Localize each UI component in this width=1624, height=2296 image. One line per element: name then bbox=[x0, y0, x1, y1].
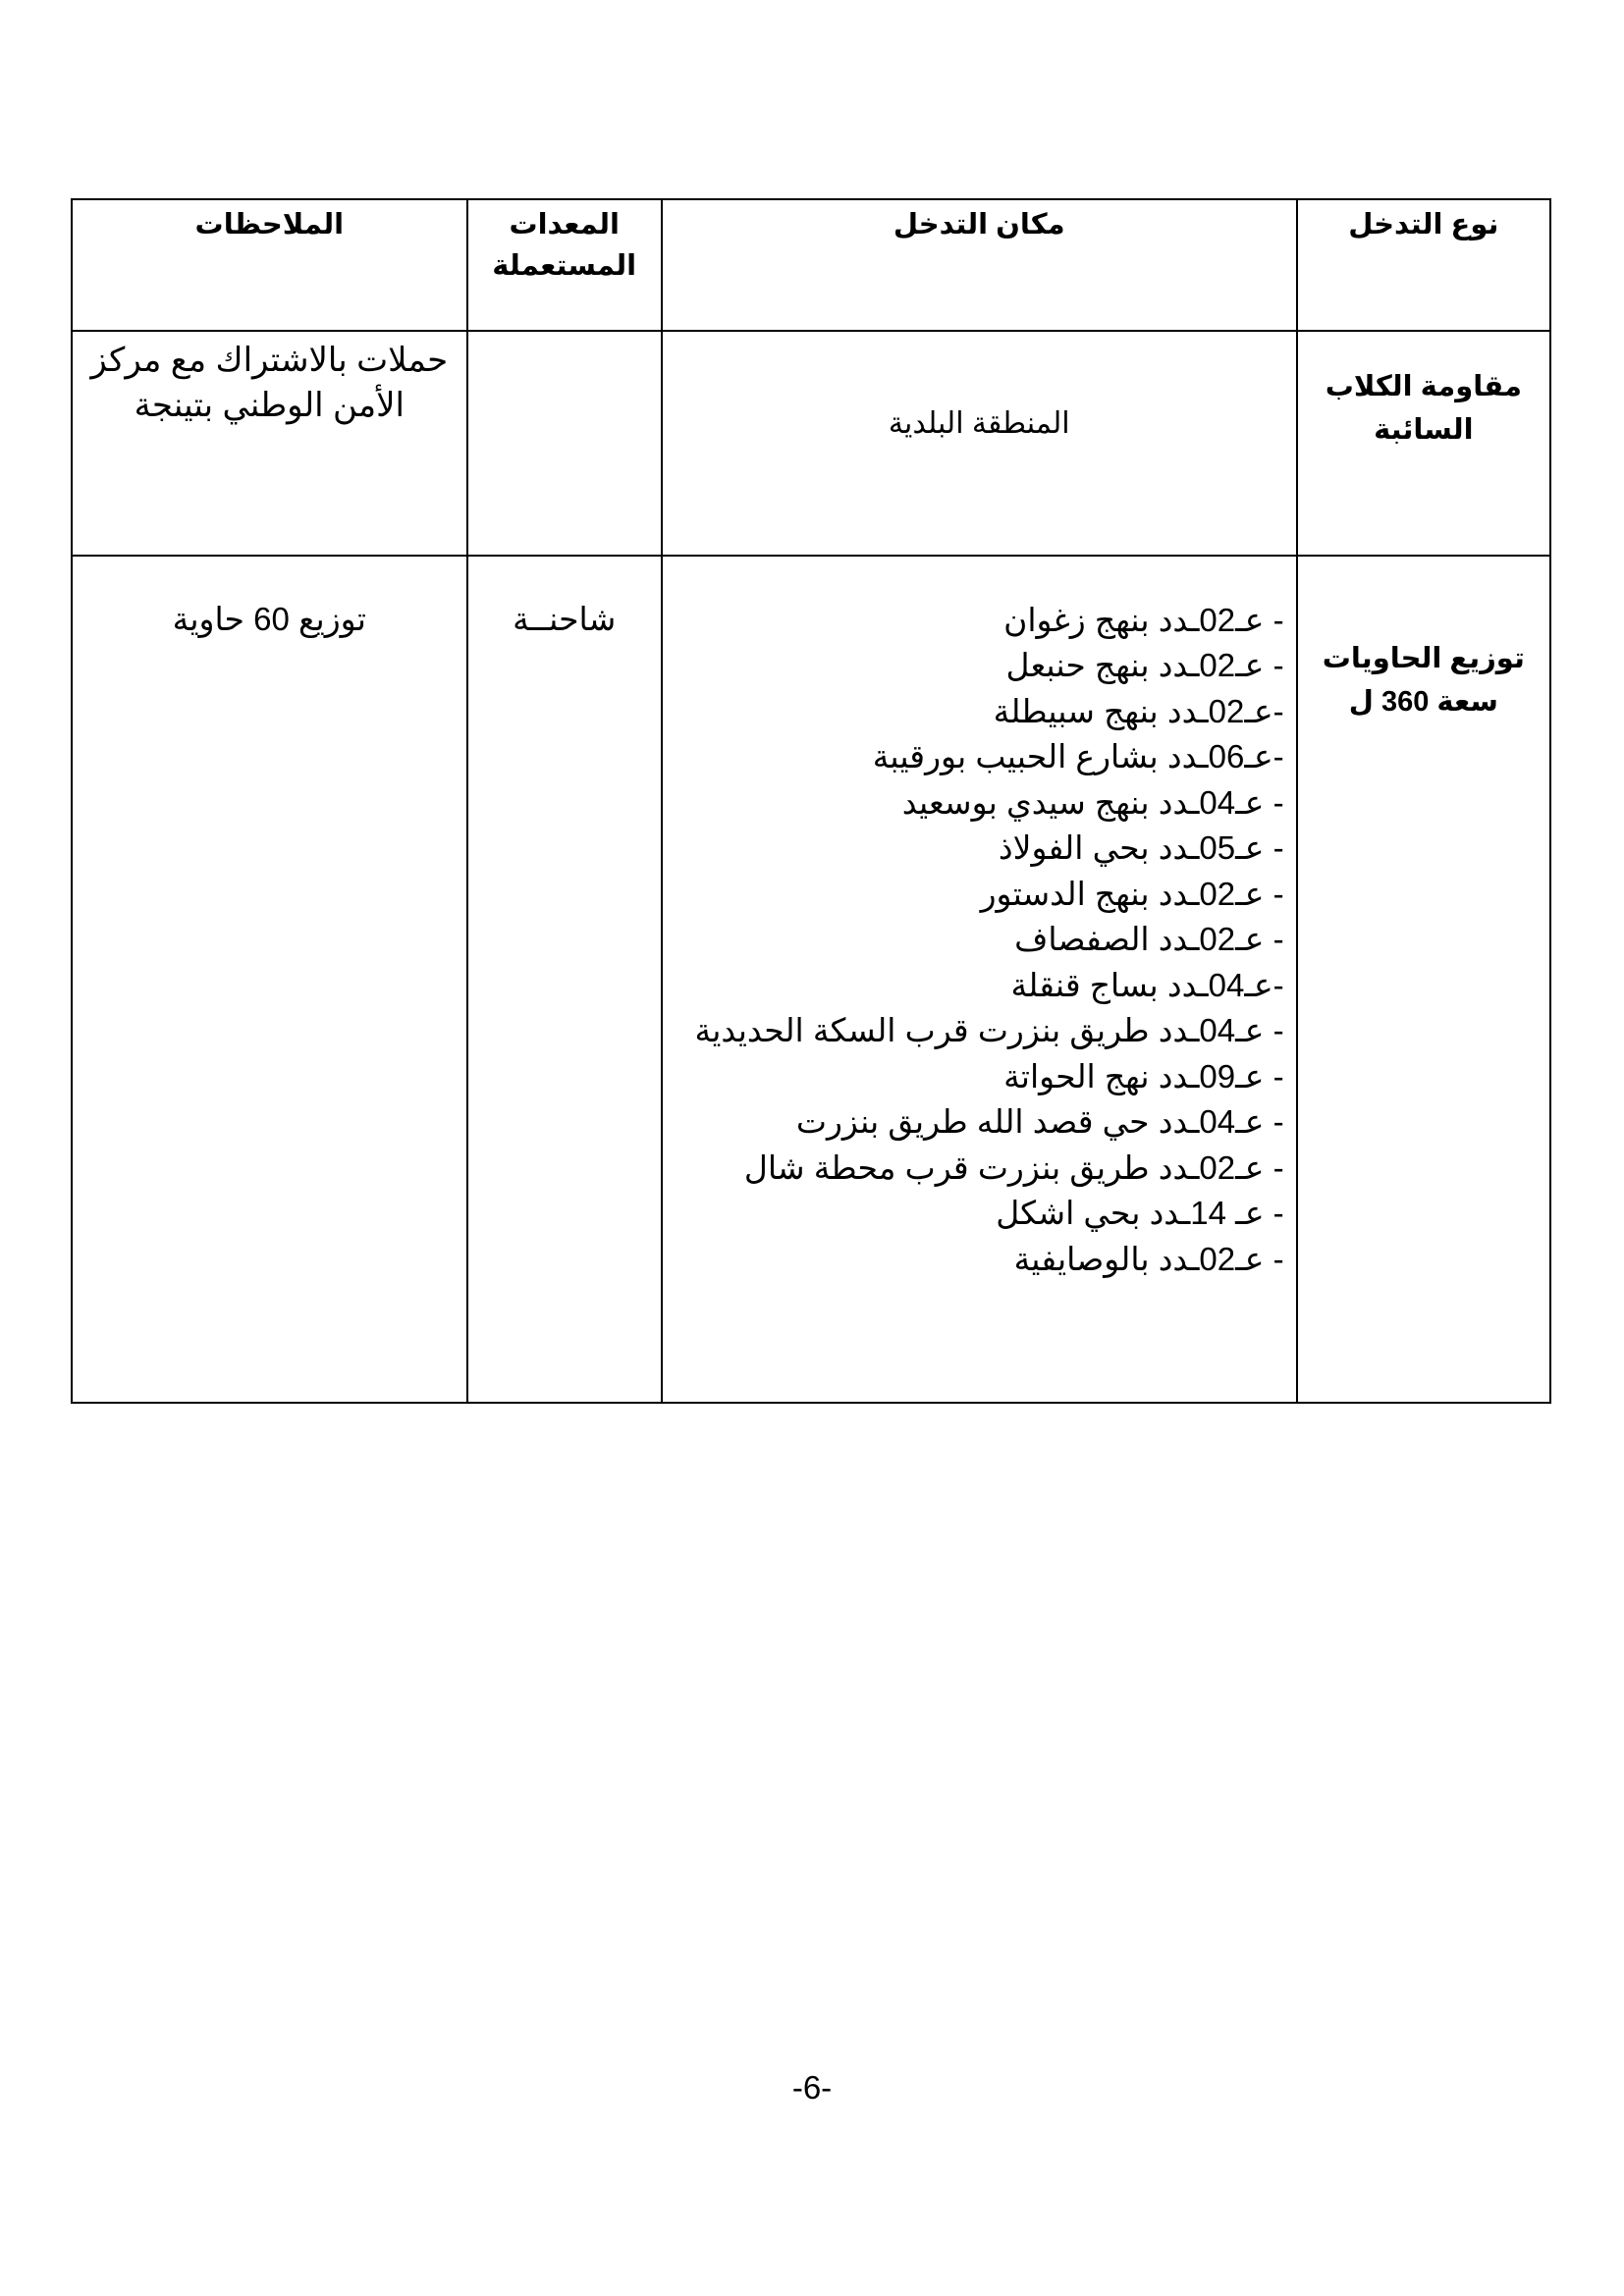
list-item: -عـ06ـدد بشارع الحبيب بورقيبة bbox=[872, 738, 1284, 775]
table-row bbox=[72, 556, 1550, 1403]
list-item: -عـ02ـدد بنهج سبيطلة bbox=[993, 692, 1284, 729]
page-number: -6- bbox=[791, 2069, 833, 2106]
list-item: - عـ02ـدد بنهج زغوان bbox=[1003, 601, 1284, 638]
row-notes-cell: توزيع 60 حاوية bbox=[72, 556, 467, 1403]
list-item: -عـ04ـدد بساج قنقلة bbox=[1010, 966, 1284, 1003]
list-item: - عـ09ـدد نهج الحواتة bbox=[1003, 1057, 1284, 1095]
list-item: - عـ02ـدد بنهج الدستور bbox=[980, 875, 1284, 912]
row-type-text: توزيع الحاويات سعة 360 ل bbox=[1322, 642, 1525, 718]
header-notes: الملاحظات bbox=[72, 199, 467, 331]
header-intervention-type: نوع التدخل bbox=[1297, 199, 1550, 331]
row-place-cell: المنطقة البلدية bbox=[662, 331, 1297, 555]
header-equipment-used: المعدات المستعملة bbox=[467, 199, 662, 331]
list-item: - عـ 14ـدد بحي اشكل bbox=[996, 1195, 1284, 1232]
list-item: - عـ02ـدد طريق بنزرت قرب محطة شال bbox=[743, 1148, 1284, 1186]
table-header-row bbox=[72, 199, 1550, 331]
list-item: - عـ02ـدد بنهج حنبعل bbox=[1005, 647, 1284, 684]
list-item: - عـ04ـدد طريق بنزرت قرب السكة الحديدية bbox=[694, 1012, 1284, 1049]
header-intervention-place: مكان التدخل bbox=[662, 199, 1297, 331]
row-place-cell bbox=[662, 556, 1297, 1403]
row-type-text: مقاومة الكلاب السائبة bbox=[1325, 371, 1522, 447]
list-item: - عـ02ـدد الصفصاف bbox=[1014, 921, 1284, 958]
row-type-cell bbox=[1297, 556, 1550, 1403]
row-type-cell bbox=[1297, 331, 1550, 555]
row-equipment-cell bbox=[467, 331, 662, 555]
interventions-table bbox=[71, 198, 1551, 1404]
table-row bbox=[72, 331, 1550, 555]
list-item: - عـ04ـدد حي قصد الله طريق بنزرت bbox=[795, 1103, 1284, 1141]
list-item: - عـ05ـدد بحي الفولاذ bbox=[998, 829, 1284, 867]
row-notes-cell: حملات بالاشتراك مع مركز الأمن الوطني بتينجة bbox=[72, 331, 467, 555]
list-item: - عـ02ـدد بالوصايفية bbox=[1013, 1240, 1284, 1277]
place-list bbox=[663, 598, 1284, 1283]
row-equipment-cell: شاحنــة bbox=[467, 556, 662, 1403]
list-item: - عـ04ـدد بنهج سيدي بوسعيد bbox=[901, 783, 1284, 821]
